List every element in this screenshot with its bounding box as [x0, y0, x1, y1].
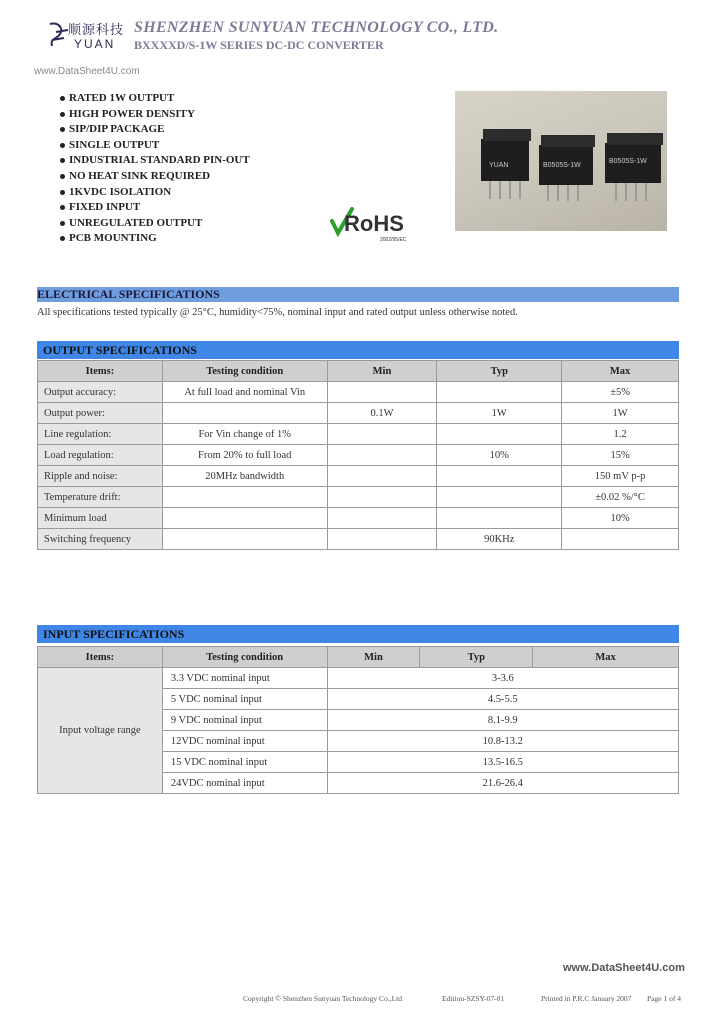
svg-text:RoHS: RoHS [344, 211, 404, 236]
feature-item: FIXED INPUT [60, 200, 250, 216]
col-items: Items: [38, 361, 163, 382]
table-row: Switching frequency 90KHz [38, 529, 679, 550]
electrical-spec-note: All specifications tested typically @ 25°C, humidity<75%, nominal input and rated output unless otherwise noted. [37, 307, 518, 318]
bullet-icon [60, 205, 65, 210]
feature-list [60, 91, 250, 247]
table-row: 24VDC nominal input 21.6-26.4 [38, 773, 679, 794]
col-max: Max [533, 647, 679, 668]
product-modules-image [455, 91, 667, 231]
bullet-icon [60, 174, 65, 179]
svg-text:B0505S-1W: B0505S-1W [609, 158, 647, 165]
svg-text:YUAN: YUAN [489, 162, 509, 169]
output-spec-table [37, 360, 679, 550]
table-row: Input voltage range 3.3 VDC nominal input 3-3.6 [38, 668, 679, 689]
watermark-top[interactable]: www.DataSheet4U.com [34, 66, 140, 77]
col-max: Max [562, 361, 679, 382]
series-title: BXXXXD/S-1W SERIES DC-DC CONVERTER [134, 38, 384, 52]
table-row: 9 VDC nominal input 8.1-9.9 [38, 710, 679, 731]
feature-item: SINGLE OUTPUT [60, 138, 250, 154]
feature-item: PCB MOUNTING [60, 231, 250, 247]
feature-item: INDUSTRIAL STANDARD PIN-OUT [60, 153, 250, 169]
feature-item: HIGH POWER DENSITY [60, 107, 250, 123]
watermark-bottom[interactable]: www.DataSheet4U.com [563, 962, 685, 974]
footer-page: Page 1 of 4 [647, 994, 681, 1003]
input-voltage-range-label: Input voltage range [38, 668, 163, 794]
bullet-icon [60, 236, 65, 241]
output-spec-title: OUTPUT SPECIFICATIONS [37, 341, 679, 359]
svg-text:B0505S-1W: B0505S-1W [543, 162, 581, 169]
table-row: 12VDC nominal input 10.8-13.2 [38, 731, 679, 752]
feature-item: 1KVDC ISOLATION [60, 185, 250, 201]
footer-printed: Printed in P.R.C January 2007 [541, 994, 632, 1003]
company-name: SHENZHEN SUNYUAN TECHNOLOGY CO., LTD. [134, 19, 499, 36]
feature-item: RATED 1W OUTPUT [60, 91, 250, 107]
table-header-row [38, 647, 679, 668]
logo-english-text: YUAN [74, 37, 116, 51]
rohs-logo-icon [330, 205, 420, 245]
table-row: Output accuracy: At full load and nominal Vin ±5% [38, 382, 679, 403]
product-photo [455, 91, 667, 231]
bullet-icon [60, 221, 65, 226]
logo-chinese-text: 顺源科技 [68, 22, 125, 37]
input-spec-table [37, 646, 679, 794]
feature-item: SIP/DIP PACKAGE [60, 122, 250, 138]
table-row: Line regulation: For Vin change of 1% 1.2 [38, 424, 679, 445]
table-row: Output power: 0.1W 1W 1W [38, 403, 679, 424]
svg-text:2002/95/EC: 2002/95/EC [380, 237, 407, 243]
bullet-icon [60, 143, 65, 148]
col-min: Min [327, 647, 420, 668]
table-row: Minimum load 10% [38, 508, 679, 529]
bullet-icon [60, 112, 65, 117]
bullet-icon [60, 127, 65, 132]
table-row: Load regulation: From 20% to full load 10% 15% [38, 445, 679, 466]
col-min: Min [327, 361, 437, 382]
bullet-icon [60, 190, 65, 195]
bullet-icon [60, 158, 65, 163]
footer-edition: Edition-SZSY-07-01 [442, 994, 505, 1003]
col-typ: Typ [437, 361, 562, 382]
electrical-spec-title: ELECTRICAL SPECIFICATIONS [37, 287, 220, 301]
input-spec-title: INPUT SPECIFICATIONS [37, 625, 679, 643]
feature-item: NO HEAT SINK REQUIRED [60, 169, 250, 185]
table-row: Temperature drift: ±0.02 %/°C [38, 487, 679, 508]
table-row: 5 VDC nominal input 4.5-5.5 [38, 689, 679, 710]
table-row: 15 VDC nominal input 13.5-16.5 [38, 752, 679, 773]
bullet-icon [60, 96, 65, 101]
col-items: Items: [38, 647, 163, 668]
col-testing-condition: Testing condition [162, 647, 327, 668]
feature-item: UNREGULATED OUTPUT [60, 216, 250, 232]
table-row: Ripple and noise: 20MHz bandwidth 150 mV p-p [38, 466, 679, 487]
footer-copyright: Copyright © Shenzhen Sunyuan Technology Co.,Ltd [243, 994, 402, 1003]
col-testing-condition: Testing condition [162, 361, 327, 382]
col-typ: Typ [420, 647, 533, 668]
table-header-row [38, 361, 679, 382]
